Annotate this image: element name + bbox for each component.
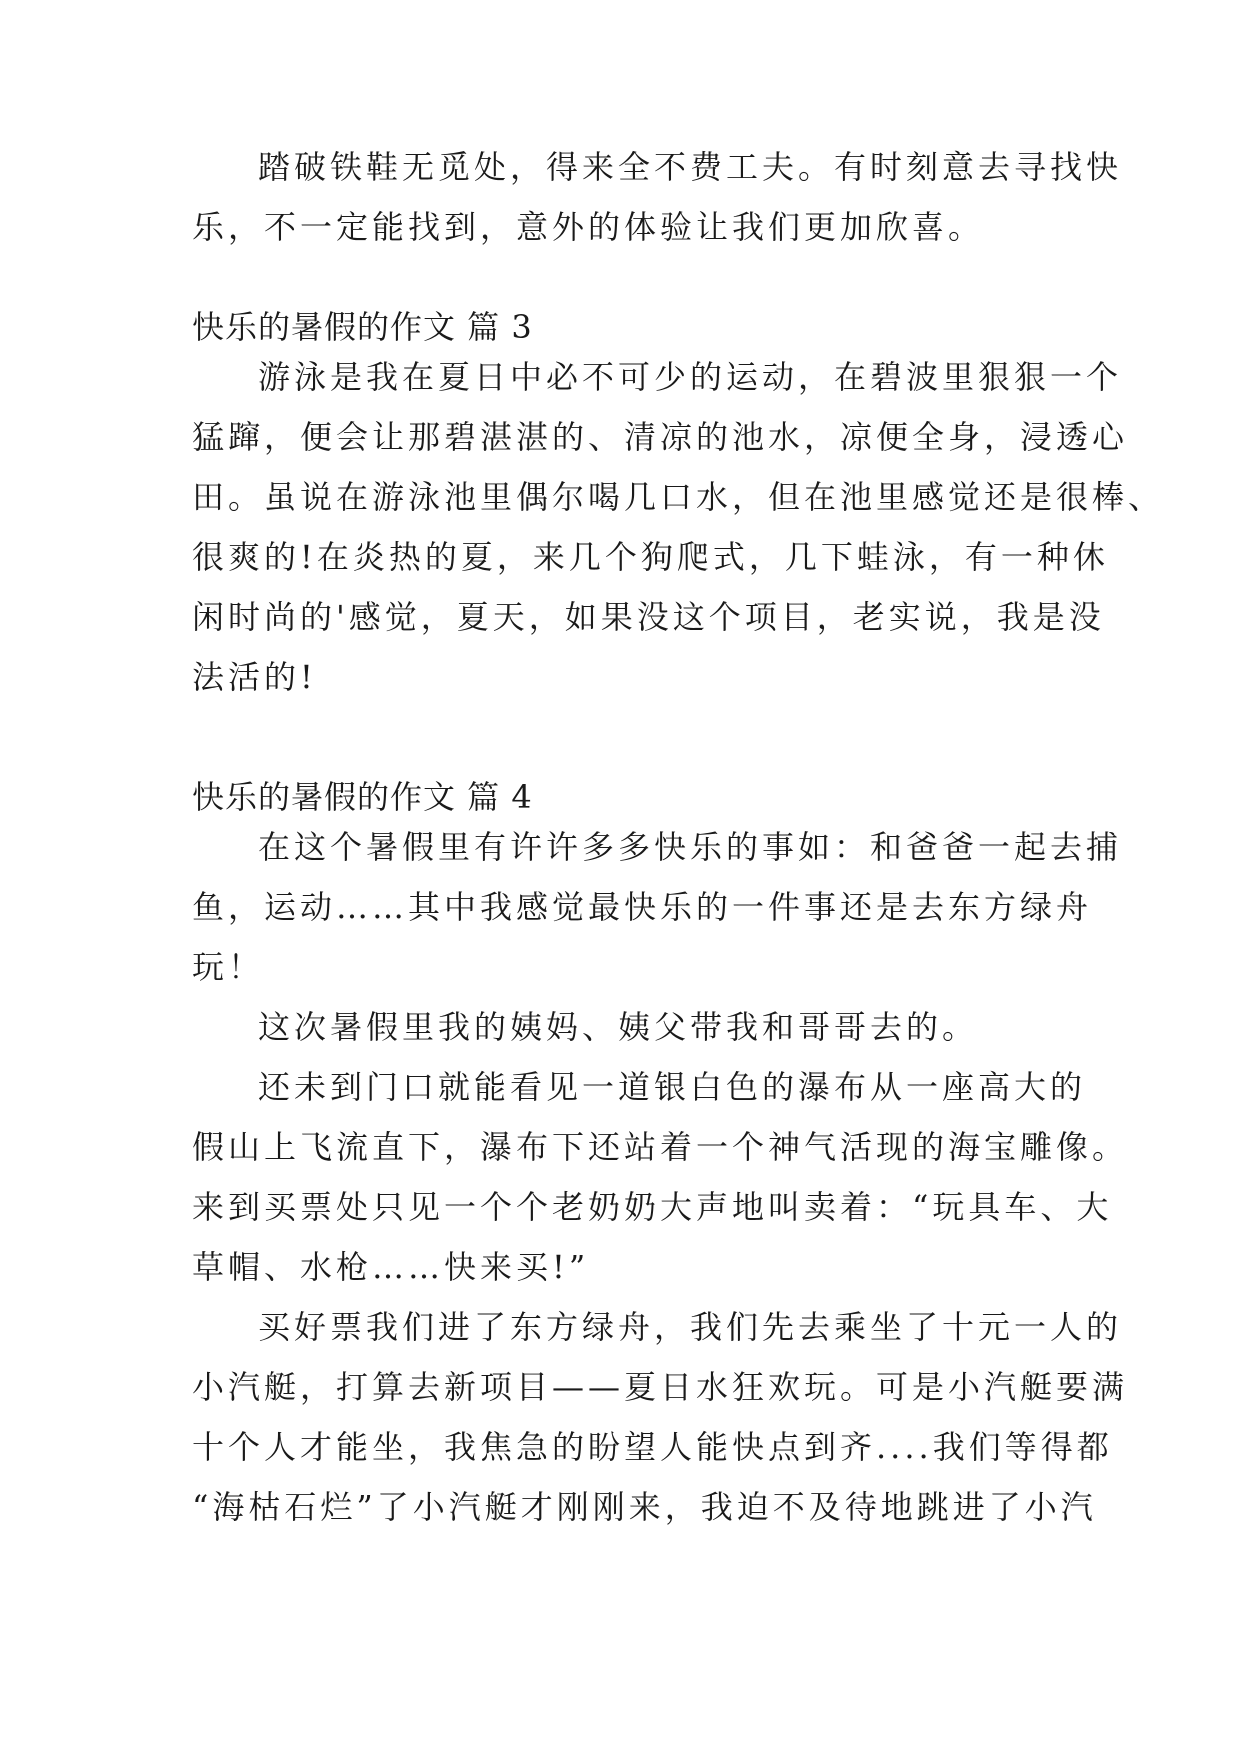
paragraph-line: 踏破铁鞋无觅处，得来全不费工夫。有时刻意去寻找快 — [258, 148, 1123, 186]
paragraph-line: 猛蹿，便会让那碧湛湛的、清凉的池水，凉便全身，浸透心 — [192, 418, 1129, 456]
paragraph-line: 十个人才能坐，我焦急的盼望人能快点到齐....我们等得都 — [192, 1428, 1113, 1466]
paragraph-line: 田。虽说在游泳池里偶尔喝几口水，但在池里感觉还是很棒、 — [192, 478, 1165, 516]
section-heading: 快乐的暑假的作文 篇 3 — [192, 308, 533, 346]
paragraph-line: 游泳是我在夏日中必不可少的运动，在碧波里狠狠一个 — [258, 358, 1123, 396]
paragraph-line: 买好票我们进了东方绿舟，我们先去乘坐了十元一人的 — [258, 1308, 1123, 1346]
paragraph-line: 这次暑假里我的姨妈、姨父带我和哥哥去的。 — [258, 1008, 979, 1046]
paragraph-line: 乐，不一定能找到，意外的体验让我们更加欣喜。 — [192, 208, 985, 246]
paragraph-line: 草帽、水枪……快来买!” — [192, 1248, 590, 1286]
section-4-body — [192, 817, 1129, 1537]
paragraph-line: 玩！ — [192, 948, 265, 986]
section-3-paragraph — [192, 347, 1165, 707]
paragraph-line: 闲时尚的'感觉，夏天，如果没这个项目，老实说，我是没 — [192, 598, 1105, 636]
paragraph-line: 法活的! — [192, 658, 317, 696]
paragraph-line: 假山上飞流直下，瀑布下还站着一个神气活现的海宝雕像。 — [192, 1128, 1129, 1166]
intro-paragraph — [192, 137, 1123, 257]
paragraph-line: 很爽的!在炎热的夏，来几个狗爬式，几下蛙泳，有一种休 — [192, 538, 1109, 576]
paragraph-line: 鱼，运动……其中我感觉最快乐的一件事还是去东方绿舟 — [192, 888, 1093, 926]
paragraph-line: “海枯石烂”了小汽艇才刚刚来，我迫不及待地跳进了小汽 — [192, 1488, 1097, 1526]
paragraph-line: 还未到门口就能看见一道银白色的瀑布从一座高大的 — [258, 1068, 1087, 1106]
section-heading: 快乐的暑假的作文 篇 4 — [192, 778, 533, 816]
paragraph — [192, 1057, 1129, 1297]
paragraph — [192, 997, 1072, 1057]
paragraph-line: 来到买票处只见一个个老奶奶大声地叫卖着：“玩具车、大 — [192, 1188, 1113, 1226]
paragraph-line: 小汽艇，打算去新项目——夏日水狂欢玩。可是小汽艇要满 — [192, 1368, 1129, 1406]
paragraph-line: 在这个暑假里有许许多多快乐的事如：和爸爸一起去捕 — [258, 828, 1123, 866]
paragraph — [192, 1297, 1129, 1537]
paragraph — [192, 817, 1123, 997]
